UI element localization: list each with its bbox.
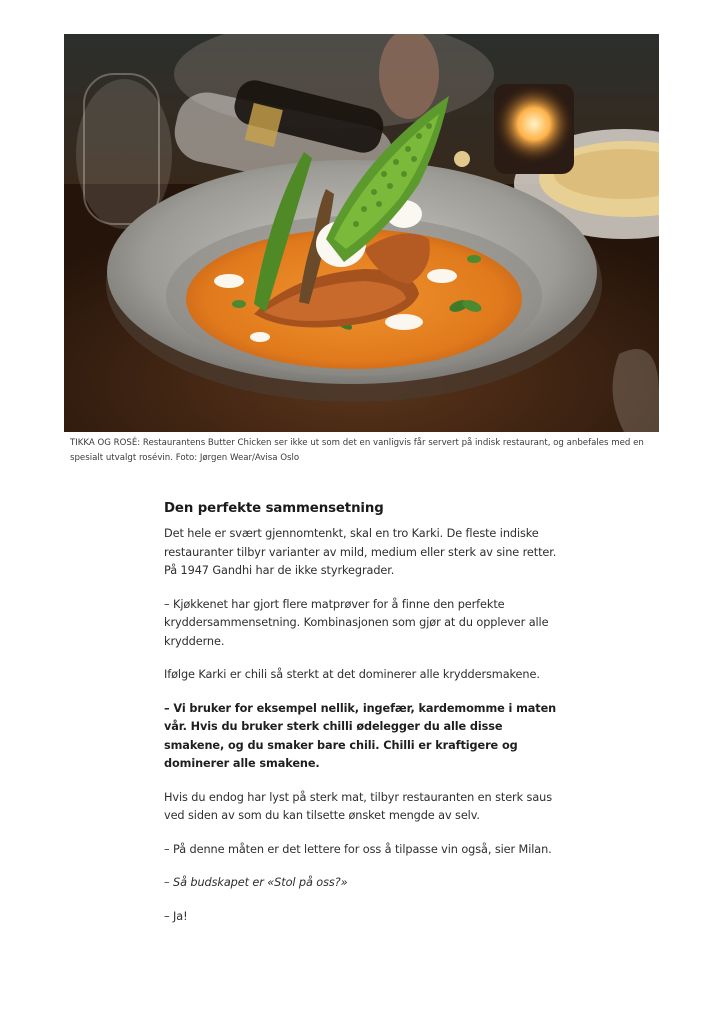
paragraph: – Kjøkkenet har gjort flere matprøver for å finne den perfekte kryddersammensetning. Kombinasjonen som gjør at du opplever alle krydderne. <box>164 597 549 648</box>
article-body <box>164 498 564 941</box>
paragraph: Det hele er svært gjennomtenkt, skal en tro Karki. De fleste indiske restauranter tilbyr varianter av mild, medium eller sterk av sine retter. På 1947 Gandhi har de ikke styrkegrader. <box>164 527 557 577</box>
paragraph: – Ja! <box>164 909 188 923</box>
article-photo <box>64 34 659 432</box>
butter-chicken-illustration <box>64 34 659 432</box>
paragraph: Ifølge Karki er chili så sterkt at det dominerer alle kryddersmakene. <box>164 668 540 681</box>
photo-caption: TIKKA OG ROSÉ: Restaurantens Butter Chicken ser ikke ut som det en vanligvis får servert på indisk restaurant, og anbefales med en spesialt utvalgt rosévin. Foto: Jørgen Wear/Avisa Oslo <box>70 438 644 463</box>
paragraph: Hvis du endog har lyst på sterk mat, tilbyr restauranten en sterk saus ved siden av som du kan tilsette ønsket mengde av selv. <box>164 790 552 822</box>
bold-quote-paragraph: – Vi bruker for eksempel nellik, ingefær, kardemomme i maten vår. Hvis du bruker sterk chilli ødelegger du alle disse smakene, og du smaker bare chili. Chilli er kraftigere og dominerer alle smakene. <box>164 701 557 770</box>
section-heading: Den perfekte sammensetning <box>164 501 384 516</box>
italic-question-paragraph: – Så budskapet er «Stol på oss?» <box>164 876 348 889</box>
paragraph: – På denne måten er det lettere for oss å tilpasse vin også, sier Milan. <box>164 842 552 856</box>
